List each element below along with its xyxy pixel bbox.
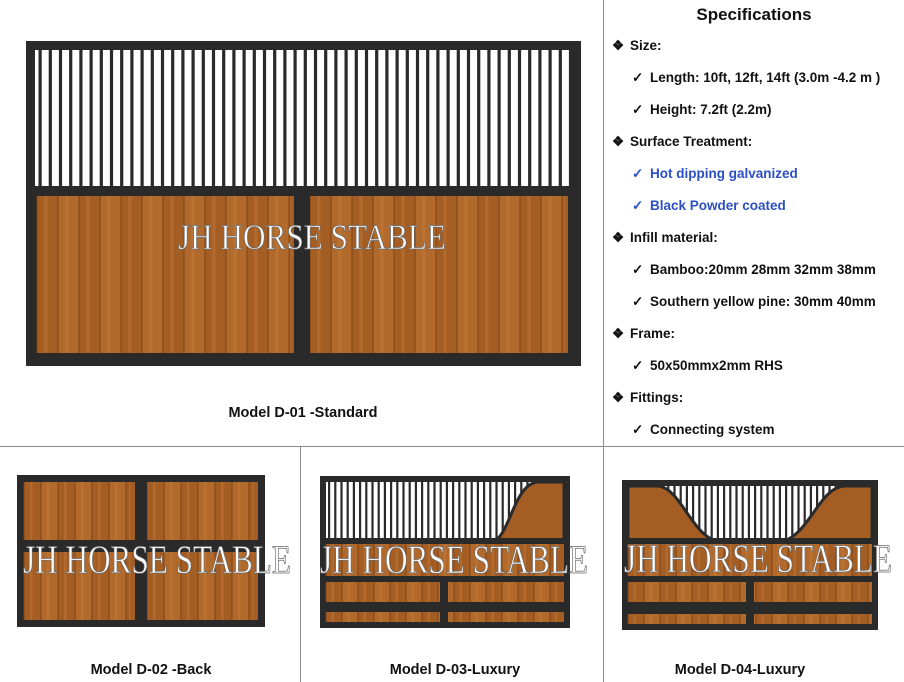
caption-d02: Model D-02 -Back	[90, 662, 212, 678]
stall-panel-d01	[26, 41, 581, 366]
watermark-d04: JH HORSE STABLE	[624, 536, 892, 581]
spec-bamboo: ✓ Bamboo:20mm 28mm 32mm 38mm	[632, 262, 876, 277]
spec-height: ✓ Height: 7.2ft (2.2m)	[632, 102, 772, 117]
stall-panel-d03	[320, 476, 588, 628]
check-icon: ✓	[632, 198, 644, 213]
check-icon: ✓	[632, 262, 644, 277]
caption-d01: Model D-01 -Standard	[228, 405, 378, 421]
stall-panel-d04	[622, 480, 892, 630]
diamond-bullet-icon: ❖	[612, 390, 625, 405]
check-icon: ✓	[632, 294, 644, 309]
spec-length: ✓ Length: 10ft, 12ft, 14ft (3.0m -4.2 m )	[632, 70, 881, 85]
spec-size: ❖ Size:	[612, 38, 662, 53]
spec-infill: ❖ Infill material:	[612, 230, 718, 245]
stall-panel-d02	[17, 475, 291, 627]
caption-d03: Model D-03-Luxury	[389, 662, 521, 678]
divider-vertical-bottom-1	[300, 446, 301, 682]
check-icon: ✓	[632, 102, 644, 117]
diamond-bullet-icon: ❖	[612, 134, 625, 149]
watermark-d03: JH HORSE STABLE	[320, 537, 588, 582]
watermark-d02: JH HORSE STABLE	[23, 537, 291, 582]
spec-pine: ✓ Southern yellow pine: 30mm 40mm	[632, 294, 876, 309]
spec-fittings: ❖ Fittings:	[612, 390, 684, 405]
divider-vertical-bottom-2	[603, 446, 604, 682]
caption-d04: Model D-04-Luxury	[674, 662, 806, 678]
divider-horizontal	[0, 446, 904, 447]
check-icon: ✓	[632, 422, 644, 437]
check-icon: ✓	[632, 358, 644, 373]
specifications-title: Specifications	[696, 5, 812, 24]
spec-surface-treatment: ❖ Surface Treatment:	[612, 134, 753, 149]
diamond-bullet-icon: ❖	[612, 38, 625, 53]
check-icon: ✓	[632, 166, 644, 181]
spec-powder-coated: ✓ Black Powder coated	[632, 198, 786, 213]
diamond-bullet-icon: ❖	[612, 230, 625, 245]
spec-connecting: ✓ Connecting system	[632, 422, 775, 437]
spec-rhs: ✓ 50x50mmx2mm RHS	[632, 358, 783, 373]
diamond-bullet-icon: ❖	[612, 326, 625, 341]
divider-vertical-main	[603, 0, 604, 446]
watermark-d01: JH HORSE STABLE	[178, 217, 446, 257]
spec-hot-dip: ✓ Hot dipping galvanized	[632, 166, 798, 181]
spec-frame: ❖ Frame:	[612, 326, 676, 341]
check-icon: ✓	[632, 70, 644, 85]
